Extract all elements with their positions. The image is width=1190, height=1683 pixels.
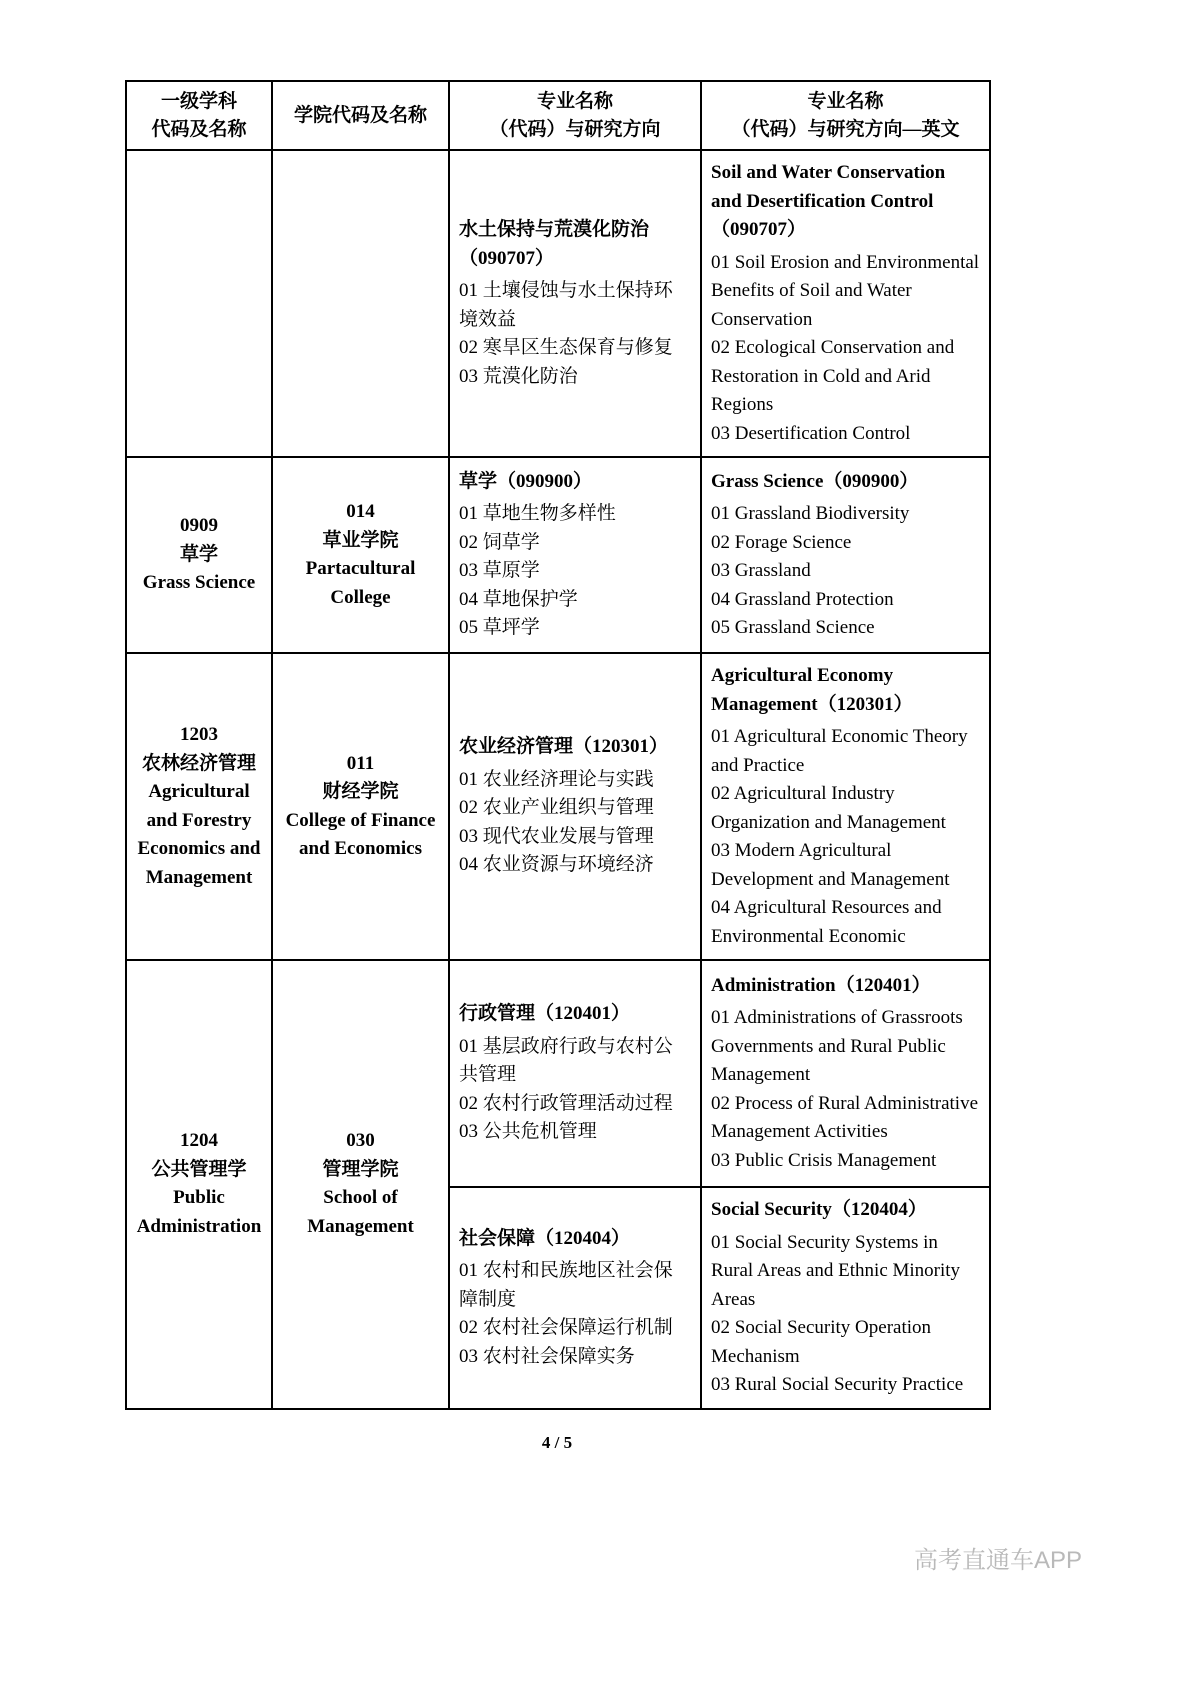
major-title-cn: 水土保持与荒漠化防治（090707） (459, 219, 650, 269)
college-line: 011 (346, 752, 375, 774)
direction-line: 01 农业经济理论与实践 (459, 768, 654, 790)
major-title-en: Administration（120401） (711, 974, 931, 996)
header-major-name-en (701, 81, 990, 150)
direction-line: 05 草坪学 (459, 617, 540, 639)
major-en-cell (701, 1187, 990, 1409)
direction-line: 02 Agricultural Industry Organization and Management (711, 783, 946, 833)
discipline-line: 1204 (180, 1130, 218, 1152)
header-line: 一级学科 (160, 91, 237, 112)
header-line: 代码及名称 (151, 118, 247, 140)
major-title-en: Agricultural Economy Management（120301） (711, 665, 913, 715)
college-cell (272, 457, 449, 653)
direction-line: 03 Public Crisis Management (711, 1149, 937, 1171)
direction-line: 02 Social Security Operation Mechanism (711, 1317, 932, 1367)
college-line: 财经学院 (322, 781, 399, 803)
direction-line: 02 农村社会保障运行机制 (459, 1317, 673, 1339)
college-line: 030 (346, 1130, 375, 1152)
major-en-cell (701, 960, 990, 1187)
college-cell (272, 150, 449, 457)
major-cn-cell (449, 457, 701, 653)
discipline-line: Public Administration (136, 1187, 262, 1237)
college-line: 管理学院 (322, 1158, 399, 1180)
major-en-cell (701, 150, 990, 457)
direction-line: 03 荒漠化防治 (459, 365, 578, 387)
direction-line: 03 公共危机管理 (459, 1121, 597, 1143)
direction-line: 02 饲草学 (459, 531, 540, 553)
direction-line: 03 草原学 (459, 560, 540, 582)
college-line: College of Finance and Economics (285, 809, 436, 860)
major-cn-cell (449, 150, 701, 457)
header-line: 学院代码及名称 (293, 104, 427, 126)
header-line: 专业名称 (807, 91, 884, 112)
header-line: （代码）与研究方向—英文 (731, 118, 960, 140)
major-en-cell (701, 457, 990, 653)
table-row (126, 150, 990, 457)
major-cn-cell (449, 653, 701, 960)
major-title-cn: 农业经济管理（120301） (459, 736, 669, 758)
direction-line: 03 Rural Social Security Practice (711, 1374, 964, 1396)
direction-line: 02 农业产业组织与管理 (459, 797, 654, 819)
direction-line: 02 寒旱区生态保育与修复 (459, 337, 673, 359)
college-line: School of Management (307, 1187, 414, 1237)
discipline-line: Grass Science (142, 572, 256, 594)
direction-line: 02 Ecological Conservation and Restoration in Cold and Arid Regions (711, 337, 955, 416)
direction-line: 05 Grassland Science (711, 617, 875, 639)
direction-line: 01 Grassland Biodiversity (711, 503, 910, 525)
table-row (126, 960, 990, 1187)
discipline-line: 草学 (179, 543, 218, 565)
major-title-en: Grass Science（090900） (711, 470, 919, 492)
college-cell (272, 653, 449, 960)
header-college-code-name (272, 81, 449, 150)
college-line: 草业学院 (322, 529, 399, 551)
discipline-cell (126, 457, 272, 653)
header-line: 专业名称 (536, 91, 613, 112)
major-title-cn: 社会保障（120404） (459, 1227, 631, 1249)
direction-line: 02 农村行政管理活动过程 (459, 1092, 673, 1114)
major-title-cn: 行政管理（120401） (459, 1003, 631, 1025)
direction-line: 01 Administrations of Grassroots Governments and Rural Public Management (711, 1007, 963, 1086)
watermark-text: 高考直通车APP (913, 1547, 1082, 1574)
major-cn-cell (449, 1187, 701, 1409)
direction-line: 01 草地生物多样性 (459, 503, 616, 525)
direction-line: 03 农村社会保障实务 (459, 1345, 635, 1367)
direction-line: 01 农村和民族地区社会保障制度 (459, 1260, 673, 1310)
direction-line: 02 Process of Rural Administrative Management Activities (711, 1092, 979, 1143)
direction-line: 04 Grassland Protection (711, 588, 894, 610)
college-cell (272, 960, 449, 1409)
discipline-cell (126, 653, 272, 960)
direction-line: 03 Modern Agricultural Development and Management (711, 840, 950, 890)
direction-line: 02 Forage Science (711, 531, 852, 553)
table-header-row (126, 81, 990, 150)
discipline-cell (126, 960, 272, 1409)
page-number: 4 / 5 (541, 1433, 573, 1452)
direction-line: 04 Agricultural Resources and Environmental Economic (711, 897, 942, 947)
major-title-en: Soil and Water Conservation and Desertification Control（090707） (711, 162, 946, 241)
discipline-cell (126, 150, 272, 457)
direction-line: 01 Social Security Systems in Rural Areas and Ethnic Minority Areas (711, 1231, 961, 1310)
discipline-line: 0909 (180, 515, 218, 537)
header-discipline-code-name (126, 81, 272, 150)
header-line: （代码）与研究方向 (489, 118, 661, 140)
direction-line: 04 农业资源与环境经济 (459, 854, 654, 876)
direction-line: 01 Soil Erosion and Environmental Benefits of Soil and Water Conservation (711, 251, 980, 330)
direction-line: 03 Grassland (711, 560, 811, 582)
discipline-line: 1203 (180, 724, 218, 746)
program-catalog-table (125, 80, 991, 1410)
direction-line: 04 草地保护学 (459, 588, 578, 610)
table-row (126, 653, 990, 960)
direction-line: 03 Desertification Control (711, 422, 911, 444)
major-title-cn: 草学（090900） (459, 470, 593, 492)
discipline-line: 农林经济管理 (141, 752, 256, 774)
direction-line: 03 现代农业发展与管理 (459, 825, 654, 847)
discipline-line: Agricultural and Forestry Economics and Management (137, 781, 261, 888)
major-title-en: Social Security（120404） (711, 1199, 927, 1221)
discipline-line: 公共管理学 (151, 1158, 247, 1180)
major-en-cell (701, 653, 990, 960)
direction-line: 01 土壤侵蚀与水土保持环境效益 (459, 280, 673, 330)
table-row (126, 457, 990, 653)
college-line: Partacultural College (305, 558, 416, 608)
major-cn-cell (449, 960, 701, 1187)
college-line: 014 (346, 501, 375, 523)
direction-line: 01 基层政府行政与农村公共管理 (459, 1035, 673, 1086)
header-major-name-cn (449, 81, 701, 150)
direction-line: 01 Agricultural Economic Theory and Practice (711, 726, 968, 776)
